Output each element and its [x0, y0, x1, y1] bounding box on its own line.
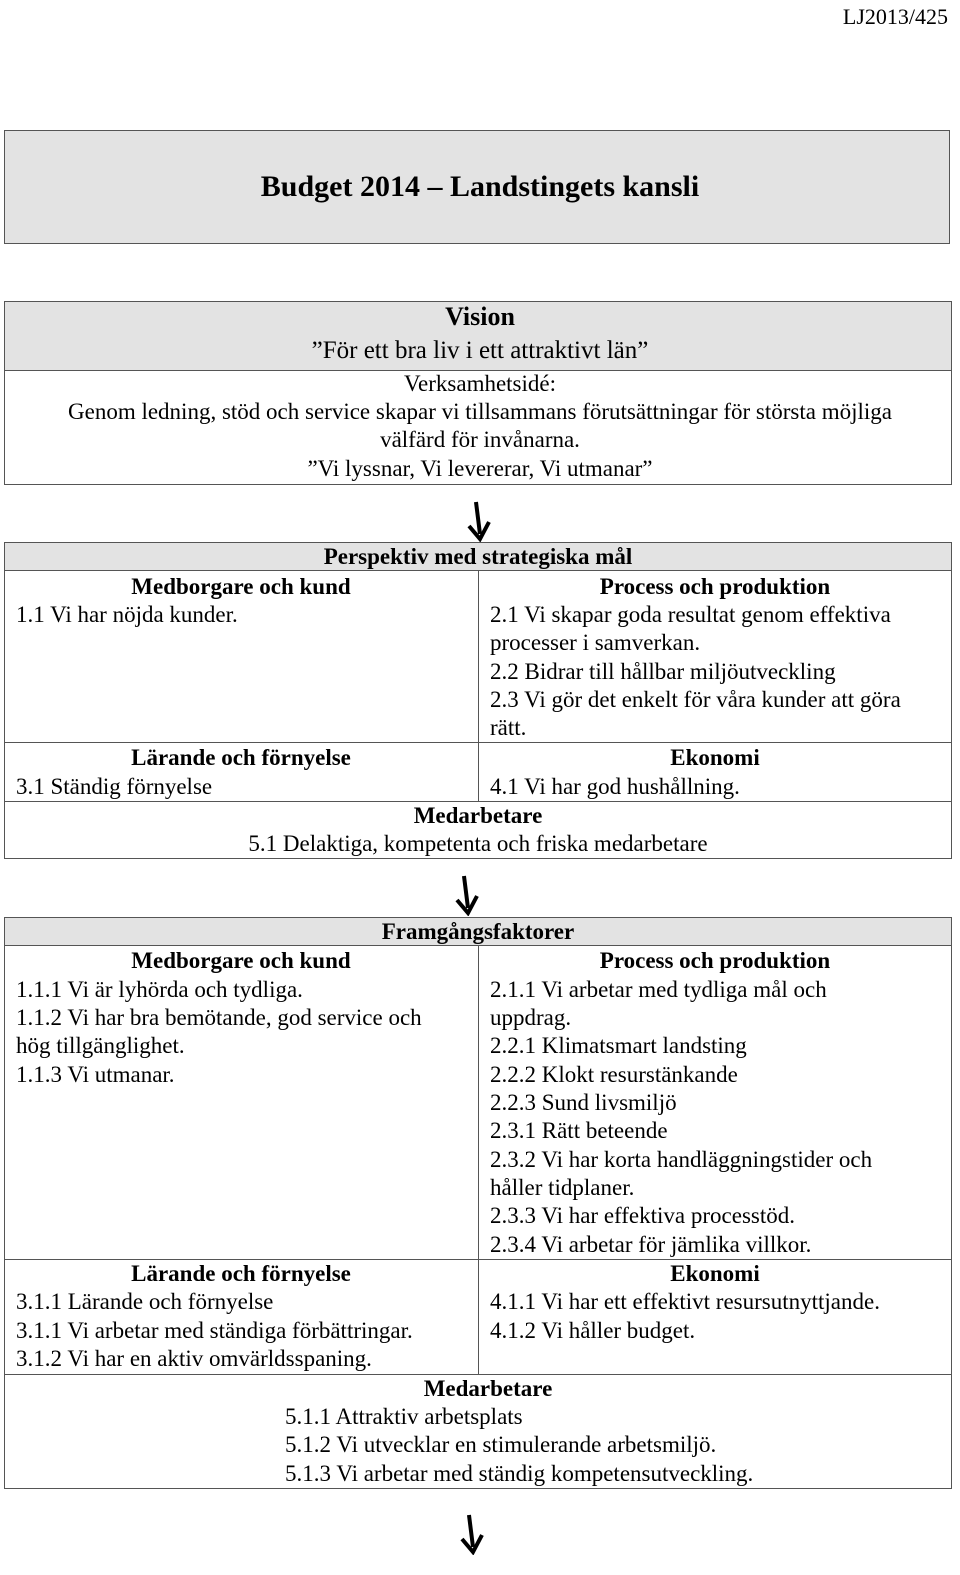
framgang-process-item: 2.2.2 Klokt resurstänkande: [490, 1062, 738, 1087]
perspektiv-medarbetare-title: Medarbetare: [413, 803, 543, 828]
perspektiv-medarbetare-item: 5.1 Delaktiga, kompetenta och friska medarbetare: [248, 831, 708, 856]
framgang-medborgare-title: Medborgare och kund: [131, 948, 351, 973]
framgang-larande-title: Lärande och förnyelse: [131, 1261, 351, 1286]
vision-slogan: ”För ett bra liv i ett attraktivt län”: [311, 337, 649, 364]
framgang-process-title: Process och produktion: [599, 948, 831, 973]
framgang-process-item: 2.1.1 Vi arbetar med tydliga mål och: [490, 977, 827, 1002]
framgang-ekonomi-title: Ekonomi: [670, 1261, 760, 1286]
framgang-medborgare-item: 1.1.2 Vi har bra bemötande, god service och: [16, 1005, 422, 1030]
perspektiv-process-item: 2.2 Bidrar till hållbar miljöutveckling: [490, 659, 836, 684]
framgang-process-item: 2.3.4 Vi arbetar för jämlika villkor.: [490, 1232, 812, 1257]
down-arrow-icon: [452, 874, 482, 916]
down-arrow-icon: [457, 1513, 487, 1555]
perspektiv-process-item: 2.3 Vi gör det enkelt för våra kunder att göra: [490, 687, 901, 712]
perspektiv-process-item: rätt.: [490, 715, 527, 740]
perspektiv-process-title: Process och produktion: [599, 574, 831, 599]
framgang-process-item: håller tidplaner.: [490, 1175, 635, 1200]
framgang-process-item: uppdrag.: [490, 1005, 572, 1030]
framgang-medborgare-item: hög tillgänglighet.: [16, 1033, 185, 1058]
perspektiv-medborgare-title: Medborgare och kund: [131, 574, 351, 599]
perspektiv-medborgare-item: 1.1 Vi har nöjda kunder.: [16, 602, 238, 627]
framgang-larande-item: 3.1.2 Vi har en aktiv omvärldsspaning.: [16, 1346, 372, 1371]
document-reference: LJ2013/425: [842, 4, 948, 29]
motto: ”Vi lyssnar, Vi levererar, Vi utmanar”: [307, 456, 653, 481]
perspektiv-ekonomi-title: Ekonomi: [670, 745, 760, 770]
framgang-process-item: 2.3.1 Rätt beteende: [490, 1118, 668, 1143]
page-title: Budget 2014 – Landstingets kansli: [260, 170, 700, 203]
vision-heading: Vision: [445, 302, 515, 331]
framgang-medarbetare-item: 5.1.2 Vi utvecklar en stimulerande arbetsmiljö.: [285, 1432, 717, 1457]
perspektiv-process-item: processer i samverkan.: [490, 630, 701, 655]
framgang-medborgare-item: 1.1.1 Vi är lyhörda och tydliga.: [16, 977, 303, 1002]
framgang-process-item: 2.2.3 Sund livsmiljö: [490, 1090, 677, 1115]
idea-line-1: Genom ledning, stöd och service skapar vi tillsammans förutsättningar för största möjliga: [68, 399, 892, 424]
framgang-medarbetare-title: Medarbetare: [423, 1376, 553, 1401]
perspektiv-larande-item: 3.1 Ständig förnyelse: [16, 774, 213, 799]
down-arrow-icon: [464, 500, 494, 542]
framgang-medarbetare-item: 5.1.1 Attraktiv arbetsplats: [285, 1404, 523, 1429]
framgang-process-item: 2.2.1 Klimatsmart landsting: [490, 1033, 747, 1058]
framgang-ekonomi-item: 4.1.1 Vi har ett effektivt resursutnyttjande.: [490, 1289, 880, 1314]
framgang-ekonomi-item: 4.1.2 Vi håller budget.: [490, 1318, 696, 1343]
perspektiv-larande-title: Lärande och förnyelse: [131, 745, 351, 770]
perspektiv-ekonomi-item: 4.1 Vi har god hushållning.: [490, 774, 740, 799]
framgang-medarbetare-item: 5.1.3 Vi arbetar med ständig kompetensutveckling.: [285, 1461, 754, 1486]
framgang-process-item: 2.3.3 Vi har effektiva processtöd.: [490, 1203, 795, 1228]
framgang-larande-item: 3.1.1 Vi arbetar med ständiga förbättringar.: [16, 1318, 413, 1343]
idea-label: Verksamhetsidé:: [403, 371, 556, 396]
framgang-larande-item: 3.1.1 Lärande och förnyelse: [16, 1289, 274, 1314]
perspektiv-heading: Perspektiv med strategiska mål: [323, 544, 633, 569]
idea-line-2: välfärd för invånarna.: [380, 427, 580, 452]
framgang-heading: Framgångsfaktorer: [381, 919, 575, 944]
framgang-process-item: 2.3.2 Vi har korta handläggningstider och: [490, 1147, 873, 1172]
perspektiv-process-item: 2.1 Vi skapar goda resultat genom effektiva: [490, 602, 891, 627]
framgang-medborgare-item: 1.1.3 Vi utmanar.: [16, 1062, 175, 1087]
